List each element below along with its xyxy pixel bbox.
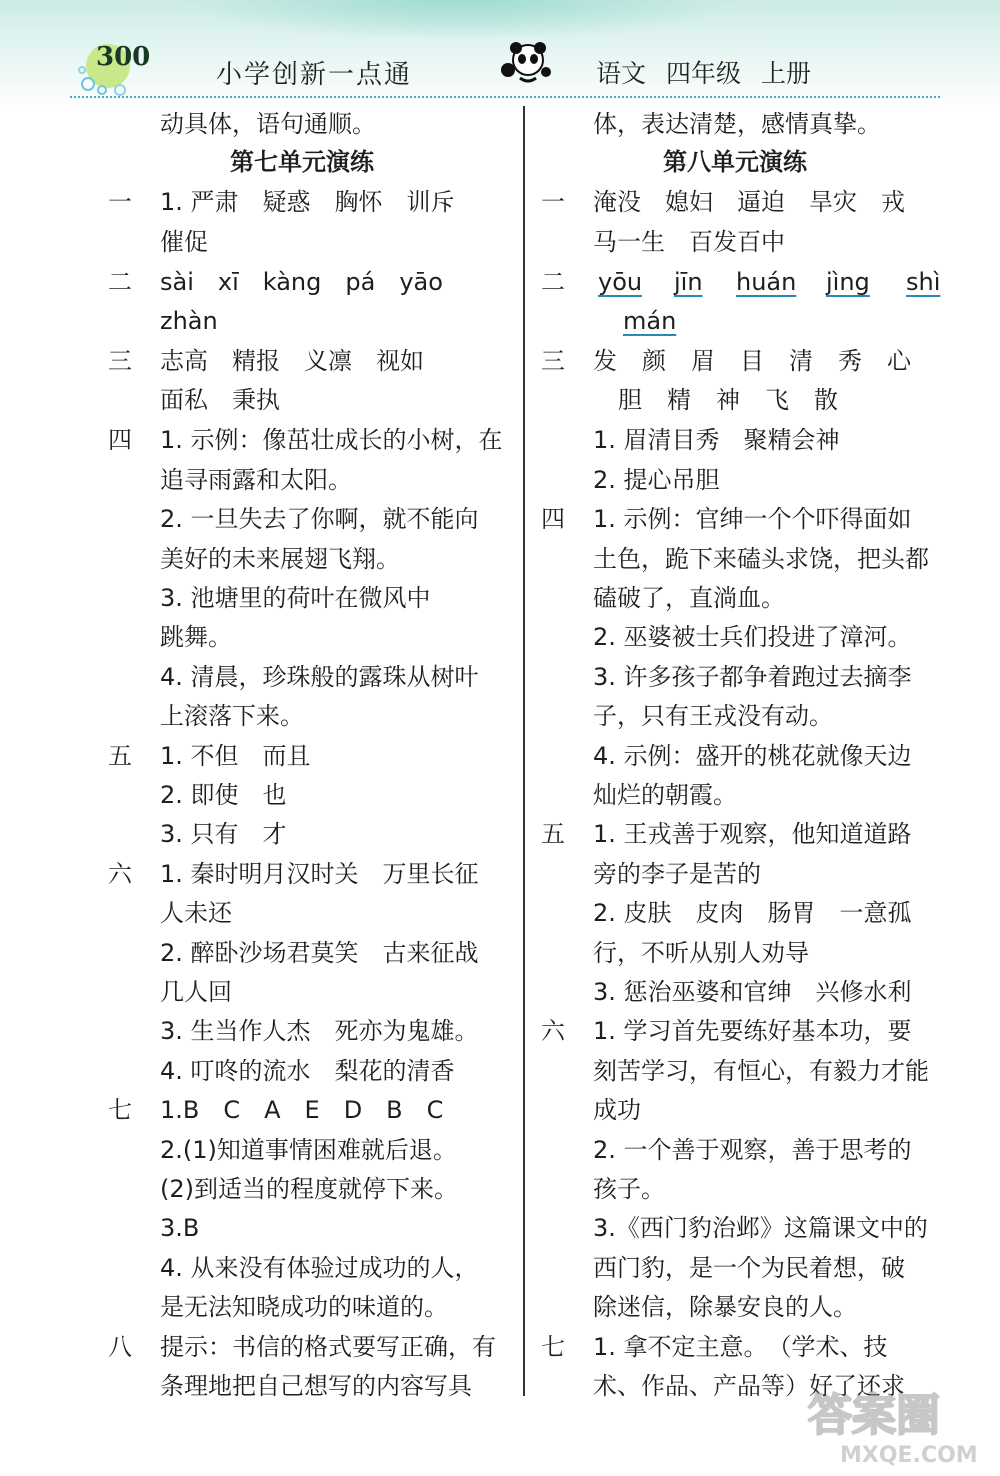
- answer-line: 志高 精报 义凛 视如: [160, 347, 424, 375]
- question-number: 五: [108, 742, 132, 770]
- left-continued-text: 动具体，语句通顺。: [160, 110, 376, 138]
- answer-line: 几人回: [160, 978, 232, 1006]
- answer-line: 旁的李子是苦的: [593, 860, 761, 888]
- answer-line: 淹没 媳妇 逼迫 旱灾 戎: [593, 188, 905, 216]
- question-number: 六: [541, 1017, 565, 1045]
- answer-line: 4. 清晨，珍珠般的露珠从树叶: [160, 663, 479, 691]
- answer-line: 成功: [593, 1096, 641, 1124]
- answer-line: 2. 一个善于观察，善于思考的: [593, 1136, 912, 1164]
- answer-line: 3. 只有 才: [160, 820, 287, 848]
- answer-line: 1.B C A E D B C: [160, 1096, 444, 1124]
- watermark-text: 答案圈: [808, 1390, 940, 1441]
- answer-line: 2. 即使 也: [160, 781, 287, 809]
- answer-line: 跳舞。: [160, 623, 232, 651]
- pinyin-answer: mán: [623, 307, 677, 335]
- subject: 语文: [596, 59, 647, 88]
- question-number: 七: [541, 1333, 565, 1361]
- answer-line: 1. 秦时明月汉时关 万里长征: [160, 860, 479, 888]
- page-number: 300: [96, 42, 151, 72]
- answer-line: 1. 示例：像茁壮成长的小树，在: [160, 426, 503, 454]
- answer-line: 1. 示例：官绅一个个吓得面如: [593, 505, 912, 533]
- answer-line: 3. 生当作人杰 死亦为鬼雄。: [160, 1017, 479, 1045]
- answer-line: (2)到适当的程度就停下来。: [160, 1175, 458, 1203]
- pinyin-answer: jīn: [674, 268, 703, 296]
- question-number: 一: [108, 188, 132, 216]
- right-continued-text: 体，表达清楚，感情真挚。: [593, 110, 881, 138]
- answer-line: 3. 许多孩子都争着跑过去摘李: [593, 663, 912, 691]
- answer-line: 3. 池塘里的荷叶在微风中: [160, 584, 431, 612]
- answer-line: 1. 眉清目秀 聚精会神: [593, 426, 840, 454]
- subject-info: [596, 54, 831, 90]
- answer-line: 是无法知晓成功的味道的。: [160, 1293, 448, 1321]
- pinyin-answer: zhàn: [160, 307, 218, 335]
- answer-line: 胆 精 神 飞 散: [618, 386, 839, 414]
- question-number: 四: [108, 426, 132, 454]
- panda-mascot-icon: [498, 40, 556, 86]
- book-title: 小学创新一点通: [216, 60, 413, 90]
- answer-line: 马一生 百发百中: [593, 228, 785, 256]
- answer-line: 刻苦学习，有恒心，有毅力才能: [593, 1057, 929, 1085]
- answer-line: 孩子。: [593, 1175, 665, 1203]
- answer-line: 4. 从来没有体验过成功的人，: [160, 1254, 479, 1282]
- answer-line: 上滚落下来。: [160, 702, 304, 730]
- answer-line: 人未还: [160, 899, 232, 927]
- question-number: 八: [108, 1333, 132, 1361]
- unit-7-title: 第七单元演练: [230, 148, 374, 176]
- question-number: 七: [108, 1096, 132, 1124]
- answer-line: 美好的未来展翅飞翔。: [160, 545, 400, 573]
- pinyin-answer: sài xī kàng pá yāo: [160, 268, 443, 296]
- answer-line: 2. 醉卧沙场君莫笑 古来征战: [160, 939, 479, 967]
- question-number: 四: [541, 505, 565, 533]
- answer-line: 西门豹，是一个为民着想，破: [593, 1254, 905, 1282]
- answer-line: 3.《西门豹治邺》这篇课文中的: [593, 1214, 928, 1242]
- answer-line: 术、作品、产品等）好了还求: [593, 1372, 905, 1400]
- answer-line: 磕破了，直淌血。: [593, 584, 785, 612]
- pinyin-answer: jìng: [826, 268, 870, 296]
- answer-line: 催促: [160, 228, 208, 256]
- answer-line: 2. 巫婆被士兵们投进了漳河。: [593, 623, 912, 651]
- answer-line: 2.(1)知道事情困难就后退。: [160, 1136, 457, 1164]
- question-number: 二: [108, 268, 132, 296]
- pinyin-answer: shì: [906, 268, 941, 296]
- answer-line: 2. 提心吊胆: [593, 466, 720, 494]
- answer-line: 4. 叮咚的流水 梨花的清香: [160, 1057, 455, 1085]
- answer-line: 发 颜 眉 目 清 秀 心: [593, 347, 912, 375]
- answer-line: 面私 秉执: [160, 386, 280, 414]
- answer-line: 2. 皮肤 皮肉 肠胃 一意孤: [593, 899, 912, 927]
- pinyin-answer: huán: [736, 268, 797, 296]
- column-divider: [523, 106, 525, 1396]
- answer-line: 3. 惩治巫婆和官绅 兴修水利: [593, 978, 912, 1006]
- answer-line: 灿烂的朝霞。: [593, 781, 737, 809]
- answer-line: 1. 不但 而且: [160, 742, 311, 770]
- header-divider: [70, 96, 940, 98]
- answer-line: 1. 王戎善于观察，他知道道路: [593, 820, 912, 848]
- grade: 四年级: [666, 59, 742, 88]
- unit-8-title: 第八单元演练: [663, 148, 807, 176]
- answer-line: 1. 拿不定主意。 （学术、技: [593, 1333, 888, 1361]
- volume: 上册: [761, 59, 812, 88]
- watermark-logo: [800, 1378, 990, 1468]
- answer-line: 除迷信，除暴安良的人。: [593, 1293, 857, 1321]
- answer-line: 1. 学习首先要练好基本功，要: [593, 1017, 912, 1045]
- pinyin-answer: yōu: [598, 268, 643, 296]
- answer-line: 追寻雨露和太阳。: [160, 466, 352, 494]
- answer-line: 土色，跪下来磕头求饶，把头都: [593, 545, 929, 573]
- question-number: 五: [541, 820, 565, 848]
- answer-line: 3.B: [160, 1214, 200, 1242]
- answer-line: 提示：书信的格式要写正确，有: [160, 1333, 496, 1361]
- question-number: 二: [541, 268, 565, 296]
- answer-line: 4. 示例：盛开的桃花就像天边: [593, 742, 912, 770]
- question-number: 三: [541, 347, 565, 375]
- answer-line: 行，不听从别人劝导: [593, 939, 809, 967]
- answer-line: 条理地把自己想写的内容写具: [160, 1372, 472, 1400]
- question-number: 六: [108, 860, 132, 888]
- answer-line: 子，只有王戎没有动。: [593, 702, 833, 730]
- watermark-url: MXQE.COM: [840, 1443, 978, 1468]
- question-number: 一: [541, 188, 565, 216]
- answer-line: 2. 一旦失去了你啊，就不能向: [160, 505, 479, 533]
- question-number: 三: [108, 347, 132, 375]
- answer-line: 1. 严肃 疑惑 胸怀 训斥: [160, 188, 455, 216]
